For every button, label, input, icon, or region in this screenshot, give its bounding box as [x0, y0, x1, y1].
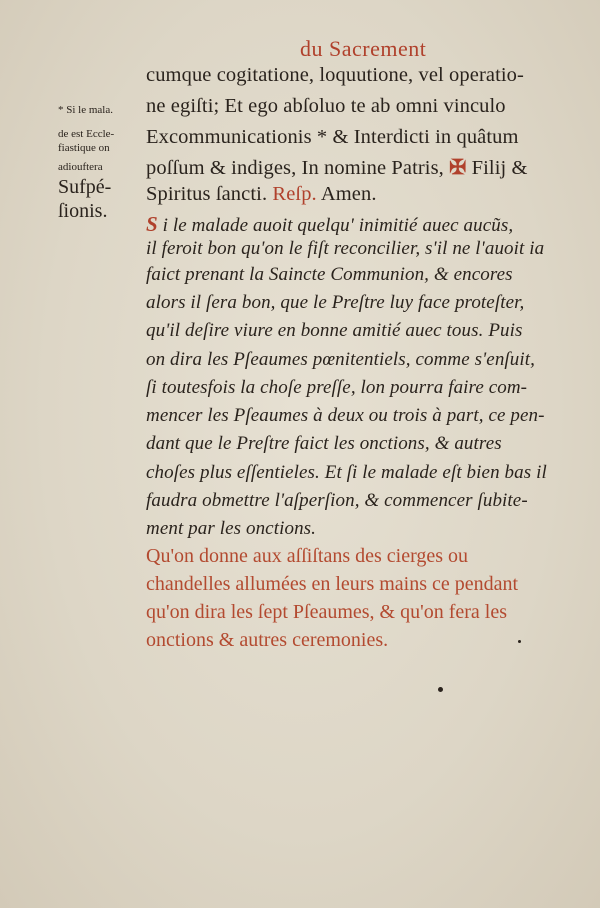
latin-line-4-text: poſſum & indiges, In nomine Patris,: [146, 157, 444, 179]
latin-line-3: Excommunicationis * & Interdicti in quâtum: [146, 126, 519, 148]
rubric-line-9: dant que le Preſtre faict les onctions, & autres: [146, 433, 502, 454]
rubric-line-11: faudra obmettre l'aſperſion, & commencer ſubite-: [146, 490, 528, 511]
rubric-line-8: mencer les Pſeaumes à deux ou trois à part, ce pen-: [146, 405, 545, 426]
red-rubric-line-2: chandelles allumées en leurs mains ce pendant: [146, 573, 519, 595]
margin-suspensionis-1: Sufpé-: [58, 176, 112, 198]
margin-note-line-2: de est Eccle-: [58, 128, 115, 140]
rubric-line-4: alors il ſera bon, que le Preſtre luy face proteſter,: [146, 292, 525, 313]
red-rubric-line-3: qu'on dira les ſept Pſeaumes, & qu'on fera les: [146, 601, 508, 623]
drop-initial: S: [146, 212, 158, 236]
latin-line-1: cumque cogitatione, loquutione, vel operatio-: [146, 64, 524, 86]
margin-note-line-3: fiastique on: [58, 142, 110, 154]
amen-text: Amen.: [316, 183, 377, 205]
latin-line-5-text: Spiritus ſancti.: [146, 183, 268, 205]
ink-speck: [518, 640, 521, 643]
cross-icon: ✠: [449, 157, 467, 179]
response-label: Reſp.: [272, 183, 317, 205]
ink-speck: [438, 687, 443, 692]
rubric-line-10: choſes plus eſſentieles. Et ſi le malade eſt bien bas il: [146, 462, 547, 483]
rubric-line-2: il feroit bon qu'on le fiſt reconcilier, s'il ne l'auoit ia: [146, 238, 545, 259]
latin-line-2: ne egiſti; Et ego abſoluo te ab omni vinculo: [146, 95, 506, 117]
rubric-line-5: qu'il deſire viure en bonne amitié auec tous. Puis: [146, 320, 523, 341]
rubric-line-6: on dira les Pſeaumes pœnitentiels, comme s'enſuit,: [146, 349, 536, 370]
margin-note-line-4: adiouftera: [58, 161, 103, 173]
rubric-line-1: [146, 212, 513, 237]
latin-line-5: [146, 183, 377, 206]
rubric-line-7: ſi toutesfois la choſe preſſe, lon pourra faire com-: [146, 377, 528, 398]
running-head: du Sacrement: [300, 36, 427, 61]
red-rubric-line-1: Qu'on donne aux aſſiſtans des cierges ou: [146, 545, 469, 567]
red-rubric-line-4: onctions & autres ceremonies.: [146, 629, 389, 651]
margin-note-line-1: * Si le mala.: [58, 104, 113, 116]
rubric-line-3: faict prenant la Saincte Communion, & encores: [146, 264, 513, 285]
rubric-line-12: ment par les onctions.: [146, 518, 317, 539]
latin-line-4: [146, 155, 528, 180]
margin-suspensionis-2: ſionis.: [58, 200, 108, 222]
rubric-line-1-text: i le malade auoit quelqu' inimitié auec aucũs,: [162, 215, 514, 236]
latin-line-4-tail: Filij &: [466, 157, 528, 179]
